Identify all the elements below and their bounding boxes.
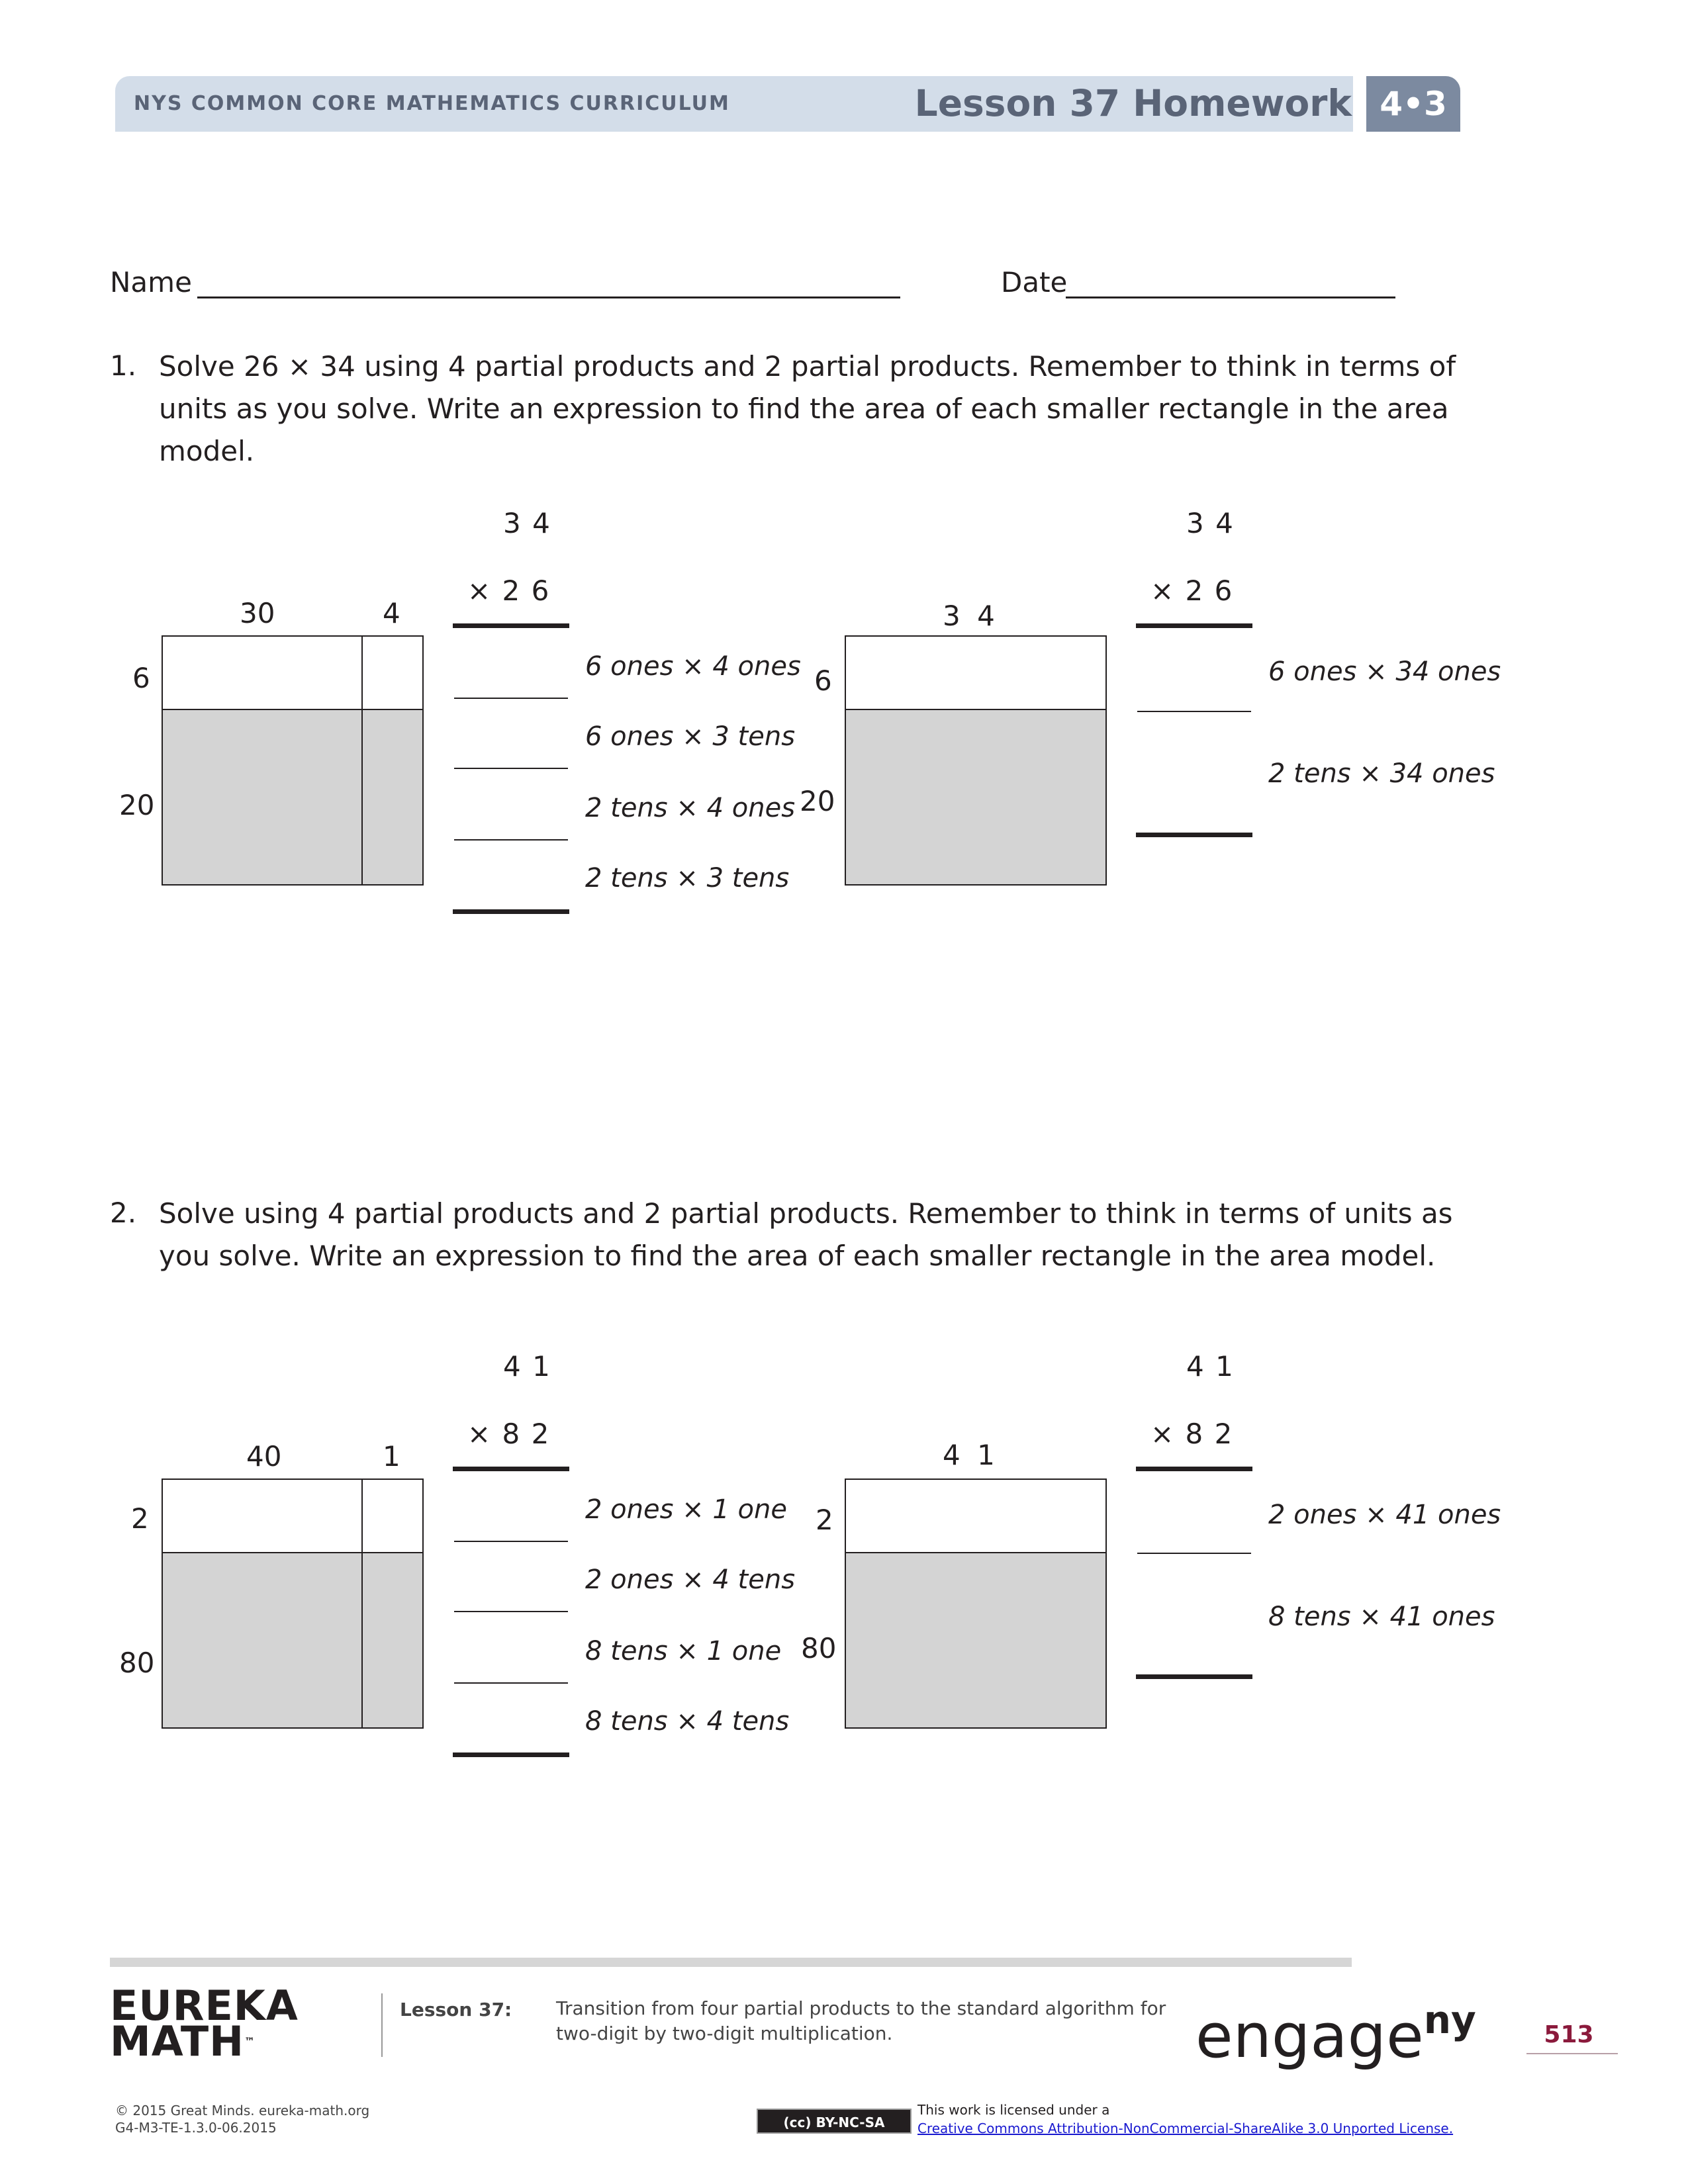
p1-model2-divider-h xyxy=(845,709,1107,710)
p2-alg2-top: 4 1 xyxy=(1186,1350,1235,1383)
p1-area-model-4[interactable] xyxy=(162,635,424,886)
cc-license-icon: (cc) BY-NC-SA xyxy=(757,2109,912,2134)
p2-expression-4: 8 tens × 4 tens xyxy=(585,1706,790,1737)
footer-lesson-label: Lesson 37: xyxy=(400,1999,512,2021)
p1-top-label-tens: 30 xyxy=(240,597,275,629)
p2-model2-top-label: 4 1 xyxy=(943,1439,999,1471)
p2-alg4-answer-3[interactable] xyxy=(454,1682,568,1684)
problem-1-text: Solve 26 × 34 using 4 partial products and 2 partial products. Remember to think in terms of units as you solve. Write an expression to find the area of each smaller rectangle in the area model. xyxy=(159,350,1456,467)
p2-side-label-ones: 2 xyxy=(131,1502,149,1535)
name-field[interactable] xyxy=(197,296,900,298)
footer-lesson-description: Transition from four partial products to the standard algorithm for two-digit by two-digit multiplication. xyxy=(556,1997,1166,2044)
p1-alg4-answer-1[interactable] xyxy=(454,698,568,699)
p2-expression-3: 8 tens × 1 one xyxy=(585,1636,782,1666)
license-link[interactable]: Creative Commons Attribution-NonCommercial-ShareAlike 3.0 Unported License. xyxy=(917,2120,1454,2136)
footer-divider xyxy=(110,1958,1352,1967)
p2-area-model-divider-h xyxy=(162,1552,424,1553)
p1-model2-expression-2: 2 tens × 34 ones xyxy=(1268,758,1495,789)
p2-model2-side-label-ones: 2 xyxy=(816,1504,833,1536)
lesson-title: Lesson 37 Homework xyxy=(914,82,1352,124)
p1-expression-3: 2 tens × 4 ones xyxy=(585,793,796,823)
p1-alg2-bottom: × 2 6 xyxy=(1150,574,1234,607)
p1-area-model-divider-v xyxy=(361,635,363,886)
date-label: Date xyxy=(1001,266,1068,298)
date-field[interactable] xyxy=(1066,296,1395,298)
p1-alg4-bar xyxy=(453,623,569,628)
p2-alg4-total-bar[interactable] xyxy=(453,1752,569,1757)
p1-area-model-2[interactable] xyxy=(845,635,1107,886)
p2-alg4-top: 4 1 xyxy=(503,1350,551,1383)
p2-alg2-answer-1[interactable] xyxy=(1137,1553,1251,1554)
problem-1-number: 1. xyxy=(110,349,137,382)
p1-model2-top-label: 3 4 xyxy=(943,600,999,632)
logo-line-2: MATH xyxy=(110,2017,245,2066)
p2-alg4-answer-1[interactable] xyxy=(454,1541,568,1542)
p2-alg2-total-bar[interactable] xyxy=(1136,1674,1252,1679)
ny-superscript: ny xyxy=(1423,1997,1476,2042)
logo-line-1: EUREKA xyxy=(110,1981,299,2030)
p2-alg4-answer-2[interactable] xyxy=(454,1611,568,1612)
p1-top-label-ones: 4 xyxy=(383,597,400,629)
p1-alg4-bottom: × 2 6 xyxy=(467,574,551,607)
copyright-text: © 2015 Great Minds. eureka-math.org xyxy=(115,2103,370,2118)
p1-alg2-bar xyxy=(1136,623,1252,628)
license-block xyxy=(917,2101,1453,2138)
p2-top-label-tens: 40 xyxy=(246,1440,282,1473)
p2-model2-expression-1: 2 ones × 41 ones xyxy=(1268,1500,1501,1530)
engage-word: engage xyxy=(1196,2001,1424,2071)
footer-separator xyxy=(381,1993,383,2057)
p1-alg4-total-bar[interactable] xyxy=(453,909,569,914)
curriculum-title: NYS COMMON CORE MATHEMATICS CURRICULUM xyxy=(134,92,730,115)
p1-side-label-ones: 6 xyxy=(132,662,150,694)
p2-model2-expression-2: 8 tens × 41 ones xyxy=(1268,1602,1495,1632)
p2-expression-1: 2 ones × 1 one xyxy=(585,1494,787,1525)
p1-alg4-answer-3[interactable] xyxy=(454,839,568,841)
license-text: This work is licensed under a xyxy=(917,2102,1110,2118)
p1-model2-side-label-ones: 6 xyxy=(814,664,832,697)
eureka-math-logo xyxy=(110,1981,299,2066)
p1-alg2-top: 3 4 xyxy=(1186,507,1235,539)
p1-expression-2: 6 ones × 3 tens xyxy=(585,721,796,752)
p2-alg2-bar xyxy=(1136,1467,1252,1471)
page-number: 513 xyxy=(1544,2021,1594,2048)
document-code: G4-M3-TE-1.3.0-06.2015 xyxy=(115,2120,277,2136)
p1-area-model-divider-h xyxy=(162,709,424,710)
p1-alg2-answer-1[interactable] xyxy=(1137,711,1251,712)
p2-top-label-ones: 1 xyxy=(383,1440,400,1473)
grade-module-badge: 4•3 xyxy=(1366,76,1460,132)
p2-model2-divider-h xyxy=(845,1552,1107,1553)
problem-2-number: 2. xyxy=(110,1197,137,1229)
p1-expression-4: 2 tens × 3 tens xyxy=(585,863,790,893)
p1-alg4-top: 3 4 xyxy=(503,507,551,539)
p1-model2-side-label-tens: 20 xyxy=(800,785,835,817)
p1-alg2-total-bar[interactable] xyxy=(1136,833,1252,837)
problem-2-text: Solve using 4 partial products and 2 partial products. Remember to think in terms of units as you solve. Write an expression to find the area of each smaller rectangle in the area model. xyxy=(159,1197,1453,1272)
engageny-logo xyxy=(1196,1997,1476,2071)
p2-model2-side-label-tens: 80 xyxy=(801,1632,837,1664)
logo-trademark: ™ xyxy=(244,2035,256,2048)
name-label: Name xyxy=(110,266,192,298)
p2-side-label-tens: 80 xyxy=(119,1647,155,1679)
p2-area-model-4[interactable] xyxy=(162,1479,424,1729)
p1-alg4-answer-2[interactable] xyxy=(454,768,568,769)
p2-area-model-2[interactable] xyxy=(845,1479,1107,1729)
p1-side-label-tens: 20 xyxy=(119,789,155,821)
p2-area-model-divider-v xyxy=(361,1479,363,1729)
p2-alg4-bottom: × 8 2 xyxy=(467,1418,551,1450)
page-number-underline xyxy=(1526,2053,1618,2054)
p2-alg4-bar xyxy=(453,1467,569,1471)
p2-alg2-bottom: × 8 2 xyxy=(1150,1418,1234,1450)
p1-model2-expression-1: 6 ones × 34 ones xyxy=(1268,657,1501,687)
p2-expression-2: 2 ones × 4 tens xyxy=(585,1565,796,1595)
copyright-block xyxy=(115,2102,369,2136)
p1-expression-1: 6 ones × 4 ones xyxy=(585,651,801,682)
